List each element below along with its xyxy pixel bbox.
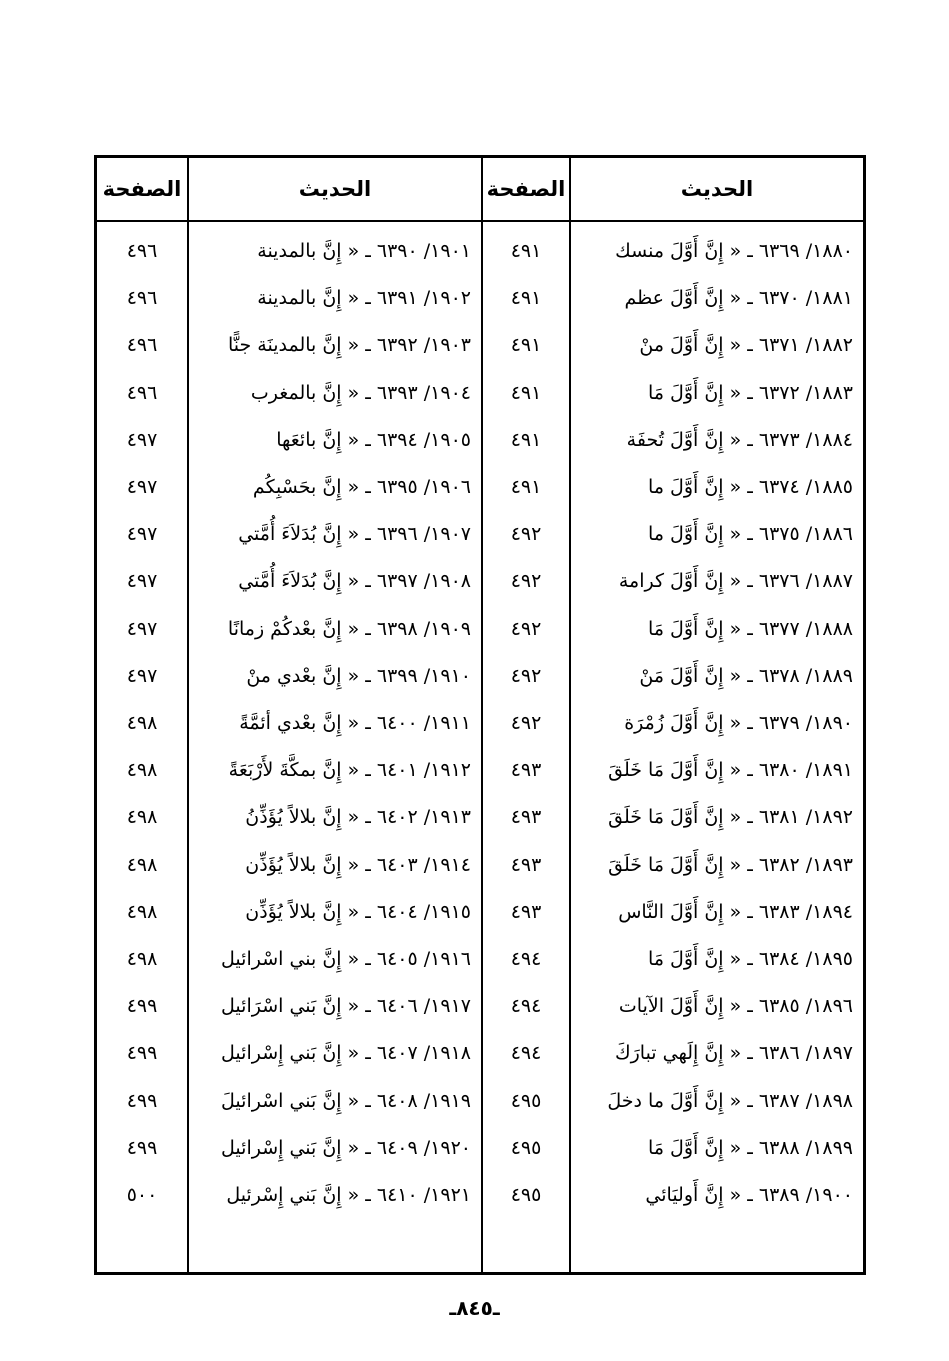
hadith-entry: ١٩١٢/ ٦٤٠١ ـ « إِنَّ بمكَّةَ لأَرْبَعَةً <box>228 759 471 782</box>
hadith-entry: ١٨٨٩/ ٦٣٧٨ ـ « إِنَّ أَوَّلَ مَنْ <box>639 664 853 687</box>
hadith-entry: ١٨٩٨/ ٦٣٨٧ ـ « إِنَّ أَوَّلَ ما دخلَ <box>607 1089 853 1112</box>
hadith-entry: ١٨٩٣/ ٦٣٨٢ ـ « إِنَّ أَوَّلَ مَا خَلَقَ <box>608 853 853 876</box>
hadith-entry: ١٨٨٦/ ٦٣٧٥ ـ « إِنَّ أَوَّلَ ما <box>648 523 853 546</box>
page-ref: ٤٩٨ <box>126 853 158 876</box>
page-ref: ٤٩٨ <box>126 900 158 923</box>
hadith-entry: ١٩١٣/ ٦٤٠٢ ـ « إِنَّ بلالاً يُؤَذِّنُ <box>245 806 471 829</box>
page-ref: ٤٩١ <box>510 334 542 357</box>
header-hadith-left: الحديث <box>298 177 372 201</box>
page-ref: ٤٩٢ <box>510 617 542 640</box>
page-ref: ٤٩١ <box>510 240 542 262</box>
page-ref: ٤٩٢ <box>510 570 542 593</box>
page-ref: ٤٩٧ <box>126 428 158 451</box>
hadith-entry: ١٨٨٧/ ٦٣٧٦ ـ « إِنَّ أَوَّلَ كرامة <box>618 570 853 593</box>
header-divider <box>97 220 863 222</box>
hadith-entry: ١٩١٠/ ٦٣٩٩ ـ « إِنَّ بعْدي منْ <box>246 664 471 687</box>
page-ref: ٤٩٧ <box>126 617 158 640</box>
hadith-entry: ١٩١٥/ ٦٤٠٤ ـ « إِنَّ بلالاً يُؤَذِّن <box>245 900 471 923</box>
hadith-entry: ١٨٩٩/ ٦٣٨٨ ـ « إِنَّ أَوَّلَ مَا <box>648 1136 853 1159</box>
hadith-entry: ١٩٠٤/ ٦٣٩٣ ـ « إِنَّ بالمغرب <box>250 381 471 404</box>
index-table <box>94 155 866 1275</box>
page-ref: ٤٩٦ <box>126 240 158 262</box>
page-ref: ٤٩١ <box>510 428 542 451</box>
page-ref: ٤٩٨ <box>126 712 158 734</box>
page-ref: ٤٩٧ <box>126 570 158 593</box>
hadith-entry: ١٩٠١/ ٦٣٩٠ ـ « إِنَّ بالمدينة <box>257 240 471 262</box>
page-ref: ٤٩٢ <box>510 664 542 687</box>
page-ref: ٤٩٧ <box>126 523 158 546</box>
hadith-entry: ١٩٠٧/ ٦٣٩٦ ـ « إِنَّ بُدَلاَءَ أُمَّتي <box>238 523 471 546</box>
page-ref: ٤٩٢ <box>510 712 542 734</box>
hadith-entry: ١٩١٤/ ٦٤٠٣ ـ « إِنَّ بلالاً يُؤَذِّن <box>245 853 471 876</box>
hadith-entry: ١٨٩٢/ ٦٣٨١ ـ « إِنَّ أَوَّلَ مَا خَلَقَ <box>608 806 853 829</box>
page-ref: ٤٩٣ <box>510 806 542 829</box>
hadith-entry: ١٨٨٠/ ٦٣٦٩ ـ « إِنَّ أَوَّلَ منسك <box>615 240 853 262</box>
hadith-entry: ١٨٨١/ ٦٣٧٠ ـ « إِنَّ أَوَّلَ عظم <box>624 287 853 310</box>
page-ref: ٤٩٩ <box>126 1136 158 1159</box>
page-ref: ٤٩٤ <box>510 948 542 970</box>
page-ref: ٤٩٥ <box>510 1184 542 1206</box>
hadith-entry: ١٩١١/ ٦٤٠٠ ـ « إِنَّ بعْدي أئمَّةً <box>239 712 471 734</box>
page-ref: ٥٠٠ <box>126 1184 158 1206</box>
page-ref: ٤٩٩ <box>126 995 158 1018</box>
hadith-entry: ١٨٨٨/ ٦٣٧٧ ـ « إِنَّ أَوَّلَ مَا <box>648 617 853 640</box>
page-ref: ٤٩٥ <box>510 1136 542 1159</box>
hadith-entry: ١٨٩٥/ ٦٣٨٤ ـ « إِنَّ أَوَّلَ مَا <box>648 948 853 970</box>
hadith-entry: ١٨٨٤/ ٦٣٧٣ ـ « إِنَّ أَوَّلَ تُحفَة <box>626 428 853 451</box>
hadith-entry: ١٨٨٢/ ٦٣٧١ ـ « إِنَّ أَوَّلَ منْ <box>639 334 853 357</box>
hadith-entry: ١٨٨٥/ ٦٣٧٤ ـ « إِنَّ أَوَّلَ ما <box>648 476 853 498</box>
page-ref: ٤٩٩ <box>126 1042 158 1065</box>
hadith-entry: ١٨٩٧/ ٦٣٨٦ ـ « إِنَّ إِلَهي تبارَكَ <box>614 1042 853 1065</box>
page-ref: ٤٩٣ <box>510 900 542 923</box>
hadith-entry: ١٩٠٨/ ٦٣٩٧ ـ « إِنَّ بُدَلاَءَ أُمَّتي <box>238 570 471 593</box>
hadith-entry: ١٨٩٤/ ٦٣٨٣ ـ « إِنَّ أَوَّلَ النَّاس <box>618 900 853 923</box>
page-ref: ٤٩٨ <box>126 806 158 829</box>
hadith-entry: ١٩٠٦/ ٦٣٩٥ ـ « إِنَّ بحَسْبِكُم <box>252 476 471 498</box>
hadith-entry: ١٩٠٢/ ٦٣٩١ ـ « إِنَّ بالمدينة <box>257 287 471 310</box>
page-ref: ٤٩٧ <box>126 476 158 498</box>
hadith-entry: ١٨٩٦/ ٦٣٨٥ ـ « إِنَّ أَوَّلَ الآيات <box>618 995 853 1018</box>
hadith-entry: ١٩٠٥/ ٦٣٩٤ ـ « إِنَّ بائعَها <box>276 428 471 451</box>
page-ref: ٤٩٣ <box>510 759 542 782</box>
hadith-entry: ١٩١٨/ ٦٤٠٧ ـ « إِنَّ بَني إِسْرائيل <box>221 1042 471 1065</box>
page-ref: ٤٩١ <box>510 381 542 404</box>
page-ref: ٤٩٢ <box>510 523 542 546</box>
page-ref: ٤٩٥ <box>510 1089 542 1112</box>
hadith-entry: ١٩٢٠/ ٦٤٠٩ ـ « إِنَّ بَني إِسْرائيل <box>221 1136 471 1159</box>
hadith-entry: ١٨٩٠/ ٦٣٧٩ ـ « إِنَّ أَوَّلَ زُمْرَة <box>624 712 853 734</box>
page-ref: ٤٩٨ <box>126 759 158 782</box>
hadith-entry: ١٨٨٣/ ٦٣٧٢ ـ « إِنَّ أَوَّلَ مَا <box>648 381 853 404</box>
page-ref: ٤٩١ <box>510 476 542 498</box>
hadith-entry: ١٩٢١/ ٦٤١٠ ـ « إِنَّ بَني إِسْرئيل <box>226 1184 471 1206</box>
header-page-left: الصفحة <box>102 177 182 201</box>
hadith-entry: ١٩١٩/ ٦٤٠٨ ـ « إِنَّ بَني اسْرائيلَ <box>221 1089 471 1112</box>
hadith-entry: ١٩١٦/ ٦٤٠٥ ـ « إِنَّ بني اسْرائيل <box>221 948 471 970</box>
page-ref: ٤٩٦ <box>126 381 158 404</box>
page-ref: ٤٩٧ <box>126 664 158 687</box>
header-page-right: الصفحة <box>486 177 566 201</box>
page-ref: ٤٩٤ <box>510 1042 542 1065</box>
page-ref: ٤٩٤ <box>510 995 542 1018</box>
page-number: ـ٨٤٥ـ <box>449 1296 500 1320</box>
page-ref: ٤٩٩ <box>126 1089 158 1112</box>
page-ref: ٤٩٦ <box>126 334 158 357</box>
hadith-entry: ١٩٠٣/ ٦٣٩٢ ـ « إِنَّ بالمدينَة جنًّا <box>227 334 471 357</box>
page-ref: ٤٩٣ <box>510 853 542 876</box>
hadith-entry: ١٩١٧/ ٦٤٠٦ ـ « إِنَّ بَني اسْرَائيل <box>221 995 471 1018</box>
hadith-entry: ١٩٠٩/ ٦٣٩٨ ـ « إِنَّ بعْدكُمْ زمانًا <box>227 617 471 640</box>
page-ref: ٤٩٨ <box>126 948 158 970</box>
hadith-entry: ١٨٩١/ ٦٣٨٠ ـ « إِنَّ أَوَّلَ مَا خَلَقَ <box>608 759 853 782</box>
page-ref: ٤٩١ <box>510 287 542 310</box>
page-ref: ٤٩٦ <box>126 287 158 310</box>
header-hadith-right: الحديث <box>680 177 754 201</box>
hadith-entry: ١٩٠٠/ ٦٣٨٩ ـ « إِنَّ أَوليَائي <box>645 1184 853 1206</box>
